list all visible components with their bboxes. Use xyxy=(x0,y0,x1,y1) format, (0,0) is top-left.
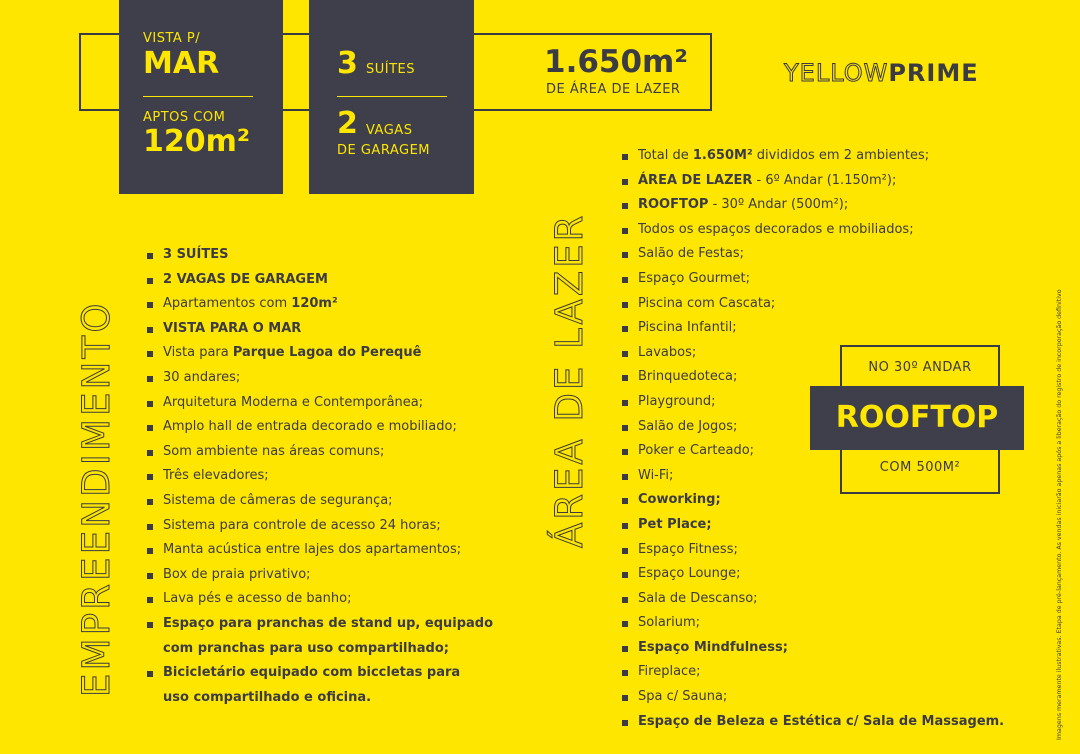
header-frame-left xyxy=(79,33,121,111)
list-item-strong: ÁREA DE LAZER xyxy=(638,172,753,188)
list-item: Espaço para pranchas de stand up, equipado xyxy=(147,612,493,637)
list-item-text: - 30º Andar (500m²); xyxy=(708,197,849,213)
aptos-label: APTOS COM xyxy=(143,110,226,125)
list-item: Arquitetura Moderna e Contemporânea; xyxy=(147,391,493,416)
list-item-text: divididos em 2 ambientes; xyxy=(752,148,930,163)
list-item: Espaço Lounge; xyxy=(622,562,1004,587)
list-item-text: Total de xyxy=(638,148,693,163)
list-item: Brinquedoteca; xyxy=(622,365,1004,390)
box1-divider xyxy=(143,96,253,97)
list-item xyxy=(622,169,1004,194)
list-item: Bicicletário equipado com biccletas para xyxy=(147,661,493,686)
list-item xyxy=(622,636,1004,661)
list-item: Espaço de Beleza e Estética c/ Sala de Massagem. xyxy=(622,710,1004,735)
list-item: Manta acústica entre lajes dos apartamentos; xyxy=(147,538,493,563)
list-item-text: - 6º Andar (1.150m²); xyxy=(752,172,897,188)
list-item-strong: 1.650M² xyxy=(692,148,753,163)
mar-label: MAR xyxy=(143,46,220,81)
list-item: Salão de Jogos; xyxy=(622,415,1004,440)
list-item: Espaço Fitness; xyxy=(622,538,1004,563)
list-item xyxy=(147,292,493,317)
list-item: 3 SUÍTES xyxy=(147,243,493,268)
list-item xyxy=(622,193,1004,218)
vagas-text: VAGAS xyxy=(366,123,413,138)
list-item: Espaço Gourmet; xyxy=(622,267,1004,292)
list-item-text: Vista para xyxy=(163,345,233,361)
list-item: Solarium; xyxy=(622,611,1004,636)
brand-light: YELLOW xyxy=(784,59,889,87)
list-item: Piscina com Cascata; xyxy=(622,292,1004,317)
list-item: Três elevadores; xyxy=(147,464,493,489)
list-item: Som ambiente nas áreas comuns; xyxy=(147,440,493,465)
list-item: Amplo hall de entrada decorado e mobiliado; xyxy=(147,415,493,440)
rooftop-title: ROOFTOP xyxy=(810,386,1024,450)
list-item: Lava pés e acesso de banho; xyxy=(147,587,493,612)
list-item: Sala de Descanso; xyxy=(622,587,1004,612)
disclaimer: Imagens meramente ilustrativas. Etapa de pré-lançamento. As vendas iniciarão apenas após a liberação do registro de incorporação definitivo xyxy=(1056,289,1063,740)
box-suites-vagas xyxy=(309,0,474,194)
list-item-strong: 120m² xyxy=(291,296,338,312)
rooftop-top-text: NO 30º ANDAR xyxy=(868,360,972,375)
box2-divider xyxy=(337,96,447,97)
list-item-strong: ROOFTOP xyxy=(638,197,709,213)
list-item: Coworking; xyxy=(622,488,1004,513)
list-item: Sistema para controle de acesso 24 horas; xyxy=(147,514,493,539)
list-item: Playground; xyxy=(622,390,1004,415)
list-item: com pranchas para uso compartilhado; xyxy=(163,640,449,656)
list-item: Salão de Festas; xyxy=(622,242,1004,267)
list-item xyxy=(147,341,493,366)
box-vista-mar xyxy=(119,0,283,194)
list-item: Piscina Infantil; xyxy=(622,316,1004,341)
list-item-text: Apartamentos com xyxy=(163,296,292,312)
header-frame-mid xyxy=(283,33,309,111)
list-item: Spa c/ Sauna; xyxy=(622,685,1004,710)
list-item-strong: Mindfulness; xyxy=(693,639,788,655)
vertical-title-area-lazer: ÁREA DE LAZER xyxy=(548,212,591,548)
empreendimento-list xyxy=(147,243,493,710)
list-item: Wi-Fi; xyxy=(622,464,1004,489)
list-item-strong: Parque Lagoa do Perequê xyxy=(232,345,422,361)
list-item: VISTA PARA O MAR xyxy=(147,317,493,342)
list-item: Pet Place; xyxy=(622,513,1004,538)
list-item: Lavabos; xyxy=(622,341,1004,366)
list-item-text: Espaço xyxy=(638,639,694,655)
list-item: uso compartilhado e oficina. xyxy=(163,689,372,705)
area-lazer-caption: DE ÁREA DE LAZER xyxy=(546,82,681,97)
list-item: Todos os espaços decorados e mobiliados; xyxy=(622,218,1004,243)
vertical-title-empreendimento: EMPREENDIMENTO xyxy=(75,300,118,697)
list-item: 30 andares; xyxy=(147,366,493,391)
suites-text: SUÍTES xyxy=(366,62,416,77)
list-item: 2 VAGAS DE GARAGEM xyxy=(147,268,493,293)
brand-bold: PRIME xyxy=(888,59,979,87)
list-item: Poker e Carteado; xyxy=(622,439,1004,464)
list-item: Box de praia privativo; xyxy=(147,563,493,588)
brand-logo xyxy=(784,59,979,87)
list-item xyxy=(622,144,1004,169)
vista-label: VISTA P/ xyxy=(143,31,201,46)
vagas-number: 2 xyxy=(337,106,358,141)
area-lazer-total: 1.650m² xyxy=(544,44,688,80)
rooftop-bottom-text: COM 500M² xyxy=(879,460,961,475)
list-item: Sistema de câmeras de segurança; xyxy=(147,489,493,514)
garagem-text: DE GARAGEM xyxy=(337,143,430,158)
area-apto-value: 120m² xyxy=(143,124,251,159)
suites-number: 3 xyxy=(337,46,358,81)
list-item: Fireplace; xyxy=(622,660,1004,685)
